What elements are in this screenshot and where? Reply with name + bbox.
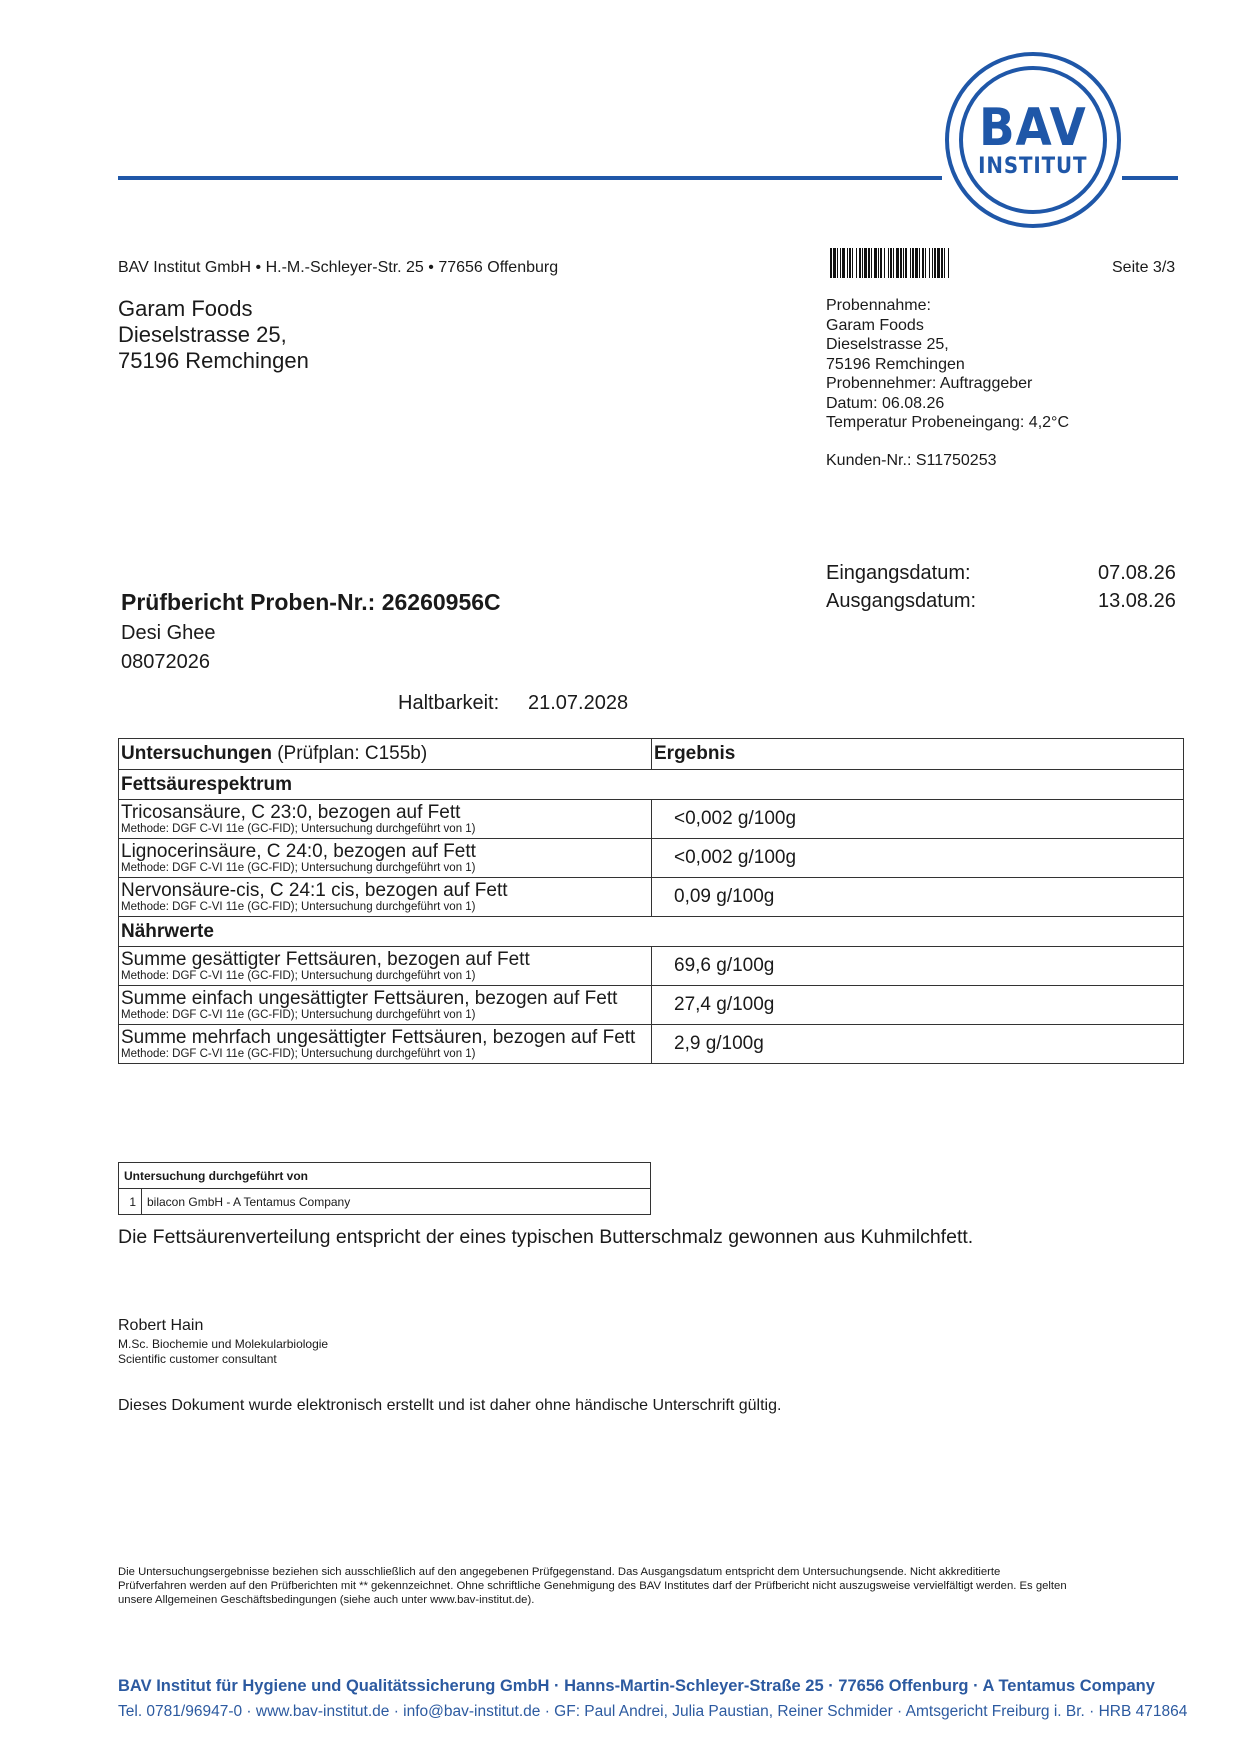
sampling-heading: Probennahme: xyxy=(826,297,931,314)
lab-table-row xyxy=(119,1189,651,1215)
test-name: Summe mehrfach ungesättigter Fettsäuren, bezogen auf Fett xyxy=(121,1027,636,1048)
result-value: 69,6 g/100g xyxy=(652,947,1184,986)
table-row xyxy=(119,878,1184,917)
recipient-street: Dieselstrasse 25, xyxy=(118,322,287,347)
received-date-value: 07.08.26 xyxy=(1098,562,1176,584)
recipient-city: 75196 Remchingen xyxy=(118,348,309,373)
sampling-info xyxy=(826,296,1069,433)
header-rule-left xyxy=(118,176,942,180)
disclaimer-line-3: unsere Allgemeinen Geschäftsbedingungen (siehe auch unter www.bav-institut.de). xyxy=(118,1594,535,1606)
recipient-address xyxy=(118,296,309,374)
header-rule-right xyxy=(1122,176,1178,180)
sampler: Probennehmer: Auftraggeber xyxy=(826,375,1033,392)
barcode-bar xyxy=(949,248,951,278)
electronic-signature-note: Dieses Dokument wurde elektronisch erstellt und ist daher ohne händische Unterschrift gültig. xyxy=(118,1397,782,1414)
sampling-city: 75196 Remchingen xyxy=(826,355,965,373)
sample-temperature: Temperatur Probeneingang: 4,2°C xyxy=(826,414,1069,431)
section-row xyxy=(119,770,1184,800)
test-method: Methode: DGF C-VI 11e (GC-FID); Untersuchung durchgeführt von 1) xyxy=(121,1048,476,1060)
sender-line: BAV Institut GmbH • H.-M.-Schleyer-Str. 25 • 77656 Offenburg xyxy=(118,259,559,276)
footer-company-line: BAV Institut für Hygiene und Qualitätssicherung GmbH · Hanns-Martin-Schleyer-Straße 25 · 77656 Offenburg · A Tentamus Company xyxy=(118,1677,1155,1695)
result-value: 2,9 g/100g xyxy=(652,1025,1184,1064)
table-row xyxy=(119,947,1184,986)
test-method: Methode: DGF C-VI 11e (GC-FID); Untersuchung durchgeführt von 1) xyxy=(121,970,476,982)
received-date-label: Eingangsdatum: xyxy=(826,562,971,584)
test-cell xyxy=(119,1025,652,1064)
bav-institut-logo xyxy=(945,52,1121,228)
lab-table xyxy=(118,1162,651,1215)
test-method: Methode: DGF C-VI 11e (GC-FID); Untersuchung durchgeführt von 1) xyxy=(121,823,476,835)
test-cell xyxy=(119,878,652,917)
logo-text-institut: INSTITUT xyxy=(978,154,1088,179)
sampling-date: Datum: 06.08.26 xyxy=(826,394,945,412)
test-cell xyxy=(119,839,652,878)
result-value: 0,09 g/100g xyxy=(652,878,1184,917)
test-name: Lignocerinsäure, C 24:0, bezogen auf Fett xyxy=(121,841,476,862)
customer-number: Kunden-Nr.: S11750253 xyxy=(826,452,997,469)
section-title: Fettsäurespektrum xyxy=(119,770,1184,800)
results-table xyxy=(118,738,1184,1064)
section-row xyxy=(119,917,1184,947)
batch-number: 08072026 xyxy=(121,651,210,673)
test-method: Methode: DGF C-VI 11e (GC-FID); Untersuchung durchgeführt von 1) xyxy=(121,1009,476,1021)
results-header-row xyxy=(119,739,1184,770)
sampling-name: Garam Foods xyxy=(826,316,924,334)
sampling-street: Dieselstrasse 25, xyxy=(826,336,949,353)
result-value: <0,002 g/100g xyxy=(652,839,1184,878)
test-name: Nervonsäure-cis, C 24:1 cis, bezogen auf Fett xyxy=(121,880,508,901)
signatory-degree: M.Sc. Biochemie und Molekularbiologie xyxy=(118,1337,329,1351)
issued-date-value: 13.08.26 xyxy=(1098,590,1176,612)
table-row xyxy=(119,986,1184,1025)
logo-text-bav: BAV xyxy=(979,98,1087,158)
section-title: Nährwerte xyxy=(119,917,1184,947)
test-cell xyxy=(119,986,652,1025)
conclusion-text: Die Fettsäurenverteilung entspricht der eines typischen Butterschmalz gewonnen aus Kuhmilchfett. xyxy=(118,1226,974,1248)
lab-table-header-text: Untersuchung durchgeführt von xyxy=(119,1163,651,1189)
barcode xyxy=(830,248,1040,278)
recipient-name: Garam Foods xyxy=(118,296,253,321)
page-number: Seite 3/3 xyxy=(1112,259,1176,276)
disclaimer-line-1: Die Untersuchungsergebnisse beziehen sich ausschließlich auf den angegebenen Prüfgegenstand. Das Ausgangsdatum entspricht dem Untersuchungsende. Nicht akkreditierte xyxy=(118,1566,1001,1578)
issued-date-label: Ausgangsdatum: xyxy=(826,590,977,612)
table-row xyxy=(119,800,1184,839)
report-title: Prüfbericht Proben-Nr.: 26260956C xyxy=(121,589,501,615)
shelf-life-value: 21.07.2028 xyxy=(528,692,629,714)
test-method: Methode: DGF C-VI 11e (GC-FID); Untersuchung durchgeführt von 1) xyxy=(121,862,476,874)
disclaimer-line-2: Prüfverfahren werden auf den Prüfberichten mit ** gekennzeichnet. Ohne schriftliche Genehmigung des BAV Institutes darf der Prüfbericht nicht auszugsweise vervielfältigt werden. Es gelten xyxy=(118,1580,1067,1592)
col-header-result: Ergebnis xyxy=(652,739,1184,770)
lab-table-header xyxy=(119,1163,651,1189)
shelf-life-label: Haltbarkeit: xyxy=(398,692,500,714)
result-value: <0,002 g/100g xyxy=(652,800,1184,839)
result-value: 27,4 g/100g xyxy=(652,986,1184,1025)
table-row xyxy=(119,839,1184,878)
test-name: Summe einfach ungesättigter Fettsäuren, bezogen auf Fett xyxy=(121,988,618,1009)
test-method: Methode: DGF C-VI 11e (GC-FID); Untersuchung durchgeführt von 1) xyxy=(121,901,476,913)
disclaimer xyxy=(118,1565,1067,1607)
product-name: Desi Ghee xyxy=(121,622,216,644)
lab-number: 1 xyxy=(119,1189,142,1215)
signatory-name: Robert Hain xyxy=(118,1317,204,1334)
test-cell xyxy=(119,947,652,986)
footer-contact-line: Tel. 0781/96947-0 · www.bav-institut.de · info@bav-institut.de · GF: Paul Andrei, Julia Paustian, Reiner Schmider · Amtsgericht Freiburg i. Br. · HRB 471864 xyxy=(118,1703,1188,1720)
test-name: Tricosansäure, C 23:0, bezogen auf Fett xyxy=(121,802,461,823)
test-name: Summe gesättigter Fettsäuren, bezogen auf Fett xyxy=(121,949,530,970)
table-row xyxy=(119,1025,1184,1064)
col-header-tests: Untersuchungen (Prüfplan: C155b) xyxy=(119,739,652,770)
lab-name: bilacon GmbH - A Tentamus Company xyxy=(142,1189,651,1215)
test-cell xyxy=(119,800,652,839)
signatory-role: Scientific customer consultant xyxy=(118,1352,277,1366)
